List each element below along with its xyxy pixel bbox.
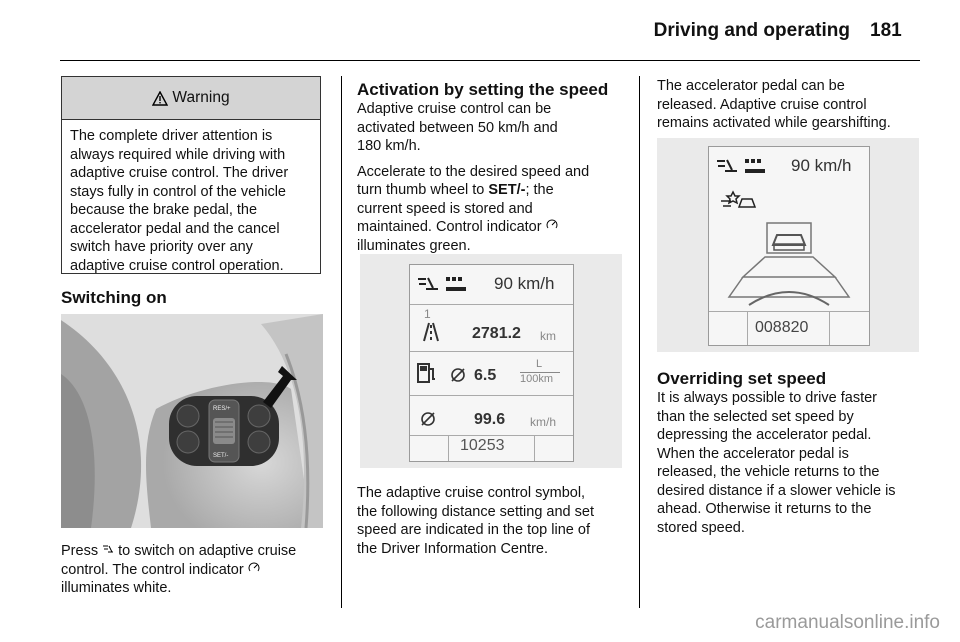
- odometer-total: 008820: [755, 319, 809, 336]
- warning-line: accelerator pedal and the cancel: [70, 220, 280, 237]
- activation-text: [357, 100, 632, 262]
- overriding-heading: Overriding set speed: [657, 369, 827, 388]
- vehicle-scene-icon: [719, 217, 859, 311]
- fuel-unit-bottom: 100km: [520, 373, 554, 385]
- lcd-panel: [708, 146, 870, 346]
- text-line: released. Adaptive cruise control: [657, 96, 867, 113]
- text-line: speed are indicated in the top line of: [357, 522, 590, 538]
- switching-on-heading: Switching on: [61, 288, 167, 307]
- warning-line: always required while driving with: [70, 146, 286, 163]
- adaptive-cruise-icon: [416, 275, 440, 293]
- warning-line: because the brake pedal, the: [70, 202, 258, 218]
- res-label: RES/+: [213, 406, 231, 412]
- vehicle-ahead-icon: [717, 187, 757, 213]
- text-line: than the selected set speed by: [657, 408, 854, 425]
- text-line: current speed is stored and: [357, 200, 533, 217]
- text-fragment: turn thumb wheel to: [357, 182, 489, 198]
- text-fragment: to switch on adaptive cruise: [114, 543, 297, 559]
- warning-triangle-icon: [152, 91, 168, 106]
- text-line: When the accelerator pedal is: [657, 445, 849, 462]
- steering-wheel-figure: [61, 314, 323, 528]
- text-line: 180 km/h.: [357, 138, 421, 154]
- adaptive-cruise-icon: [715, 157, 739, 175]
- cruise-indicator-icon: [248, 562, 260, 574]
- text-line: illuminates green.: [357, 237, 471, 254]
- set-speed-value: 90 km/h: [494, 274, 555, 293]
- text-line: activated between 50 km/h and: [357, 119, 558, 136]
- avg-speed-unit: km/h: [530, 415, 557, 429]
- adaptive-cruise-icon: [102, 543, 114, 555]
- text-line: It is always possible to drive faster: [657, 390, 878, 406]
- text-line: the following distance setting and set: [357, 503, 594, 520]
- text-line: remains activated while gearshifting.: [657, 115, 891, 131]
- odometer-total: 10253: [460, 437, 505, 454]
- text-line: the Driver Information Centre.: [357, 540, 548, 557]
- average-icon: [450, 367, 466, 383]
- driver-info-display-2: [657, 138, 919, 352]
- fuel-unit-top: L: [536, 358, 543, 370]
- activation-heading: Activation by setting the speed: [357, 80, 609, 99]
- text-fragment: maintained. Control indicator: [357, 219, 546, 235]
- warning-line: switch have priority over any: [70, 239, 253, 255]
- set-speed-value: 90 km/h: [791, 156, 852, 175]
- text-line: desired distance if a slower vehicle is: [657, 482, 896, 499]
- trip-distance-unit: km: [540, 329, 556, 343]
- avg-speed: 99.6: [474, 411, 506, 428]
- set-label: SET/-: [213, 453, 229, 459]
- avg-consumption: 6.5: [474, 367, 497, 384]
- warning-text: [62, 120, 320, 275]
- text-fragment: control. The control indicator: [61, 561, 248, 578]
- road-trip-icon: [416, 321, 446, 343]
- text-fragment: Press: [61, 543, 103, 559]
- following-distance-icon: [743, 157, 767, 175]
- page-number: 181: [870, 20, 902, 41]
- warning-line: adaptive cruise control operation.: [70, 257, 284, 274]
- section-title: Driving and operating: [653, 20, 850, 41]
- trip-distance: 2781.2: [472, 325, 521, 342]
- display-caption: [357, 484, 637, 558]
- text-line: The adaptive cruise control symbol,: [357, 485, 586, 501]
- text-line: Accelerate to the desired speed and: [357, 163, 590, 180]
- watermark: carmanualsonline.info: [755, 612, 940, 633]
- warning-line: stays fully in control of the vehicle: [70, 183, 286, 200]
- overriding-text: [657, 389, 937, 537]
- trip-index: 1: [424, 307, 431, 321]
- text-fragment: ; the: [525, 182, 554, 198]
- col3-intro: [657, 77, 937, 133]
- warning-box: [61, 76, 321, 274]
- text-line: depressing the accelerator pedal.: [657, 427, 872, 443]
- cruise-indicator-icon: [546, 219, 558, 231]
- warning-title: Warning: [172, 89, 230, 106]
- switching-on-text: [61, 542, 331, 598]
- header-rule: [60, 60, 920, 61]
- column-divider: [639, 76, 640, 608]
- driver-info-display-1: [360, 254, 622, 468]
- lcd-panel: [409, 264, 574, 462]
- text-line: released, the vehicle returns to the: [657, 464, 880, 480]
- warning-line: adaptive cruise control. The driver: [70, 165, 289, 181]
- text-line: Adaptive cruise control can be: [357, 101, 552, 117]
- following-distance-icon: [444, 275, 468, 293]
- text-line: The accelerator pedal can be: [657, 78, 845, 94]
- warning-line: The complete driver attention is: [70, 128, 273, 144]
- set-control-label: SET/-: [488, 182, 526, 198]
- average-icon: [420, 411, 436, 427]
- fuel-pump-icon: [416, 361, 438, 385]
- text-fragment: illuminates white.: [61, 580, 172, 596]
- column-divider: [341, 76, 342, 608]
- text-line: ahead. Otherwise it returns to the: [657, 501, 872, 517]
- steering-wheel-controls-illustration: [61, 314, 323, 528]
- text-line: stored speed.: [657, 519, 745, 536]
- warning-header: [62, 77, 320, 120]
